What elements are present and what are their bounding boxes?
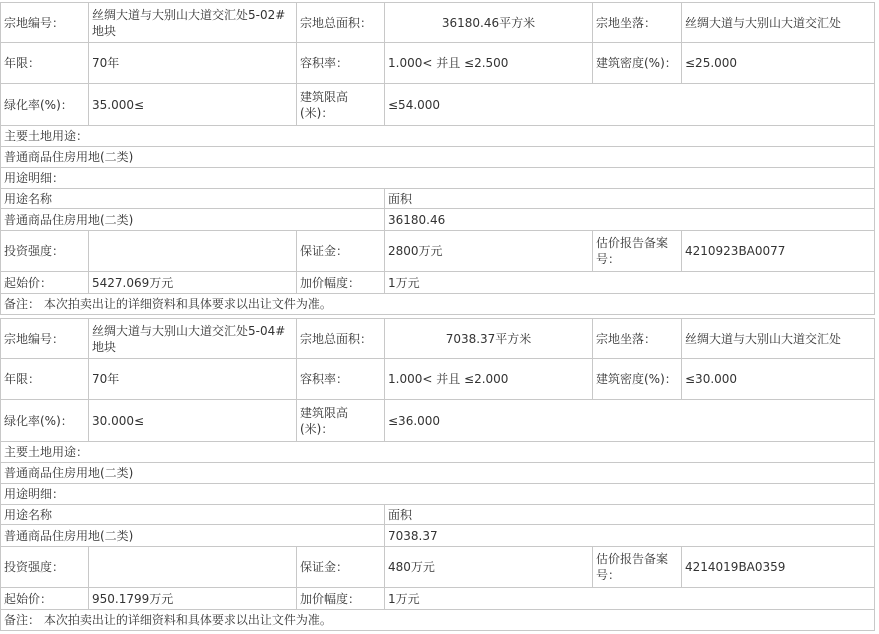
plot-ratio-label: 容积率： (296, 358, 385, 400)
start-price-label: 起始价： (0, 587, 89, 610)
use-name-value: 普通商品住房用地(二类) (0, 524, 385, 547)
location-value: 丝绸大道与大别山大道交汇处 (681, 318, 875, 359)
start-price-value: 950.1799万元 (88, 587, 297, 610)
increment-value: 1万元 (384, 587, 875, 610)
parcel-block-1 (0, 2, 875, 315)
term-label: 年限： (0, 42, 89, 84)
location-label: 宗地坐落： (592, 318, 682, 359)
green-rate-label: 绿化率(%)： (0, 399, 89, 442)
investment-label: 投资强度： (0, 546, 89, 588)
main-use-value: 普通商品住房用地(二类) (0, 462, 875, 484)
height-limit-value: ≤36.000 (384, 399, 875, 442)
building-density-value: ≤25.000 (681, 42, 875, 84)
total-area-value: 7038.37平方米 (384, 318, 593, 359)
building-density-label: 建筑密度(%)： (592, 358, 682, 400)
parcel-no-value: 丝绸大道与大别山大道交汇处5-04#地块 (88, 318, 297, 359)
location-value: 丝绸大道与大别山大道交汇处 (681, 2, 875, 43)
note-row: 备注： 本次拍卖出让的详细资料和具体要求以出让文件为准。 (0, 293, 875, 315)
deposit-label: 保证金： (296, 230, 385, 272)
increment-label: 加价幅度： (296, 271, 385, 294)
parcel-no-label: 宗地编号： (0, 318, 89, 359)
area-value: 7038.37 (384, 524, 875, 547)
deposit-value: 2800万元 (384, 230, 593, 272)
use-detail-label: 用途明细： (0, 167, 875, 189)
plot-ratio-label: 容积率： (296, 42, 385, 84)
building-density-value: ≤30.000 (681, 358, 875, 400)
main-use-label: 主要土地用途： (0, 125, 875, 147)
report-no-value: 4210923BA0077 (681, 230, 875, 272)
report-no-label: 估价报告备案号： (592, 546, 682, 588)
height-limit-label: 建筑限高(米)： (296, 399, 385, 442)
term-value: 70年 (88, 42, 297, 84)
report-no-label: 估价报告备案号： (592, 230, 682, 272)
green-rate-label: 绿化率(%)： (0, 83, 89, 126)
total-area-value: 36180.46平方米 (384, 2, 593, 43)
use-name-header: 用途名称 (0, 504, 385, 525)
term-value: 70年 (88, 358, 297, 400)
increment-label: 加价幅度： (296, 587, 385, 610)
report-no-value: 4214019BA0359 (681, 546, 875, 588)
height-limit-value: ≤54.000 (384, 83, 875, 126)
increment-value: 1万元 (384, 271, 875, 294)
investment-value (88, 546, 297, 588)
parcel-block-2 (0, 318, 875, 631)
plot-ratio-value: 1.000< 并且 ≤2.000 (384, 358, 593, 400)
height-limit-label: 建筑限高(米)： (296, 83, 385, 126)
area-value: 36180.46 (384, 208, 875, 231)
area-header: 面积 (384, 504, 875, 525)
use-name-header: 用途名称 (0, 188, 385, 209)
main-use-label: 主要土地用途： (0, 441, 875, 463)
start-price-value: 5427.069万元 (88, 271, 297, 294)
area-header: 面积 (384, 188, 875, 209)
total-area-label: 宗地总面积： (296, 2, 385, 43)
total-area-label: 宗地总面积： (296, 318, 385, 359)
parcel-no-value: 丝绸大道与大别山大道交汇处5-02#地块 (88, 2, 297, 43)
start-price-label: 起始价： (0, 271, 89, 294)
deposit-value: 480万元 (384, 546, 593, 588)
plot-ratio-value: 1.000< 并且 ≤2.500 (384, 42, 593, 84)
investment-label: 投资强度： (0, 230, 89, 272)
green-rate-value: 30.000≤ (88, 399, 297, 442)
investment-value (88, 230, 297, 272)
note-row: 备注： 本次拍卖出让的详细资料和具体要求以出让文件为准。 (0, 609, 875, 631)
deposit-label: 保证金： (296, 546, 385, 588)
building-density-label: 建筑密度(%)： (592, 42, 682, 84)
location-label: 宗地坐落： (592, 2, 682, 43)
term-label: 年限： (0, 358, 89, 400)
use-name-value: 普通商品住房用地(二类) (0, 208, 385, 231)
use-detail-label: 用途明细： (0, 483, 875, 505)
main-use-value: 普通商品住房用地(二类) (0, 146, 875, 168)
parcel-no-label: 宗地编号： (0, 2, 89, 43)
green-rate-value: 35.000≤ (88, 83, 297, 126)
